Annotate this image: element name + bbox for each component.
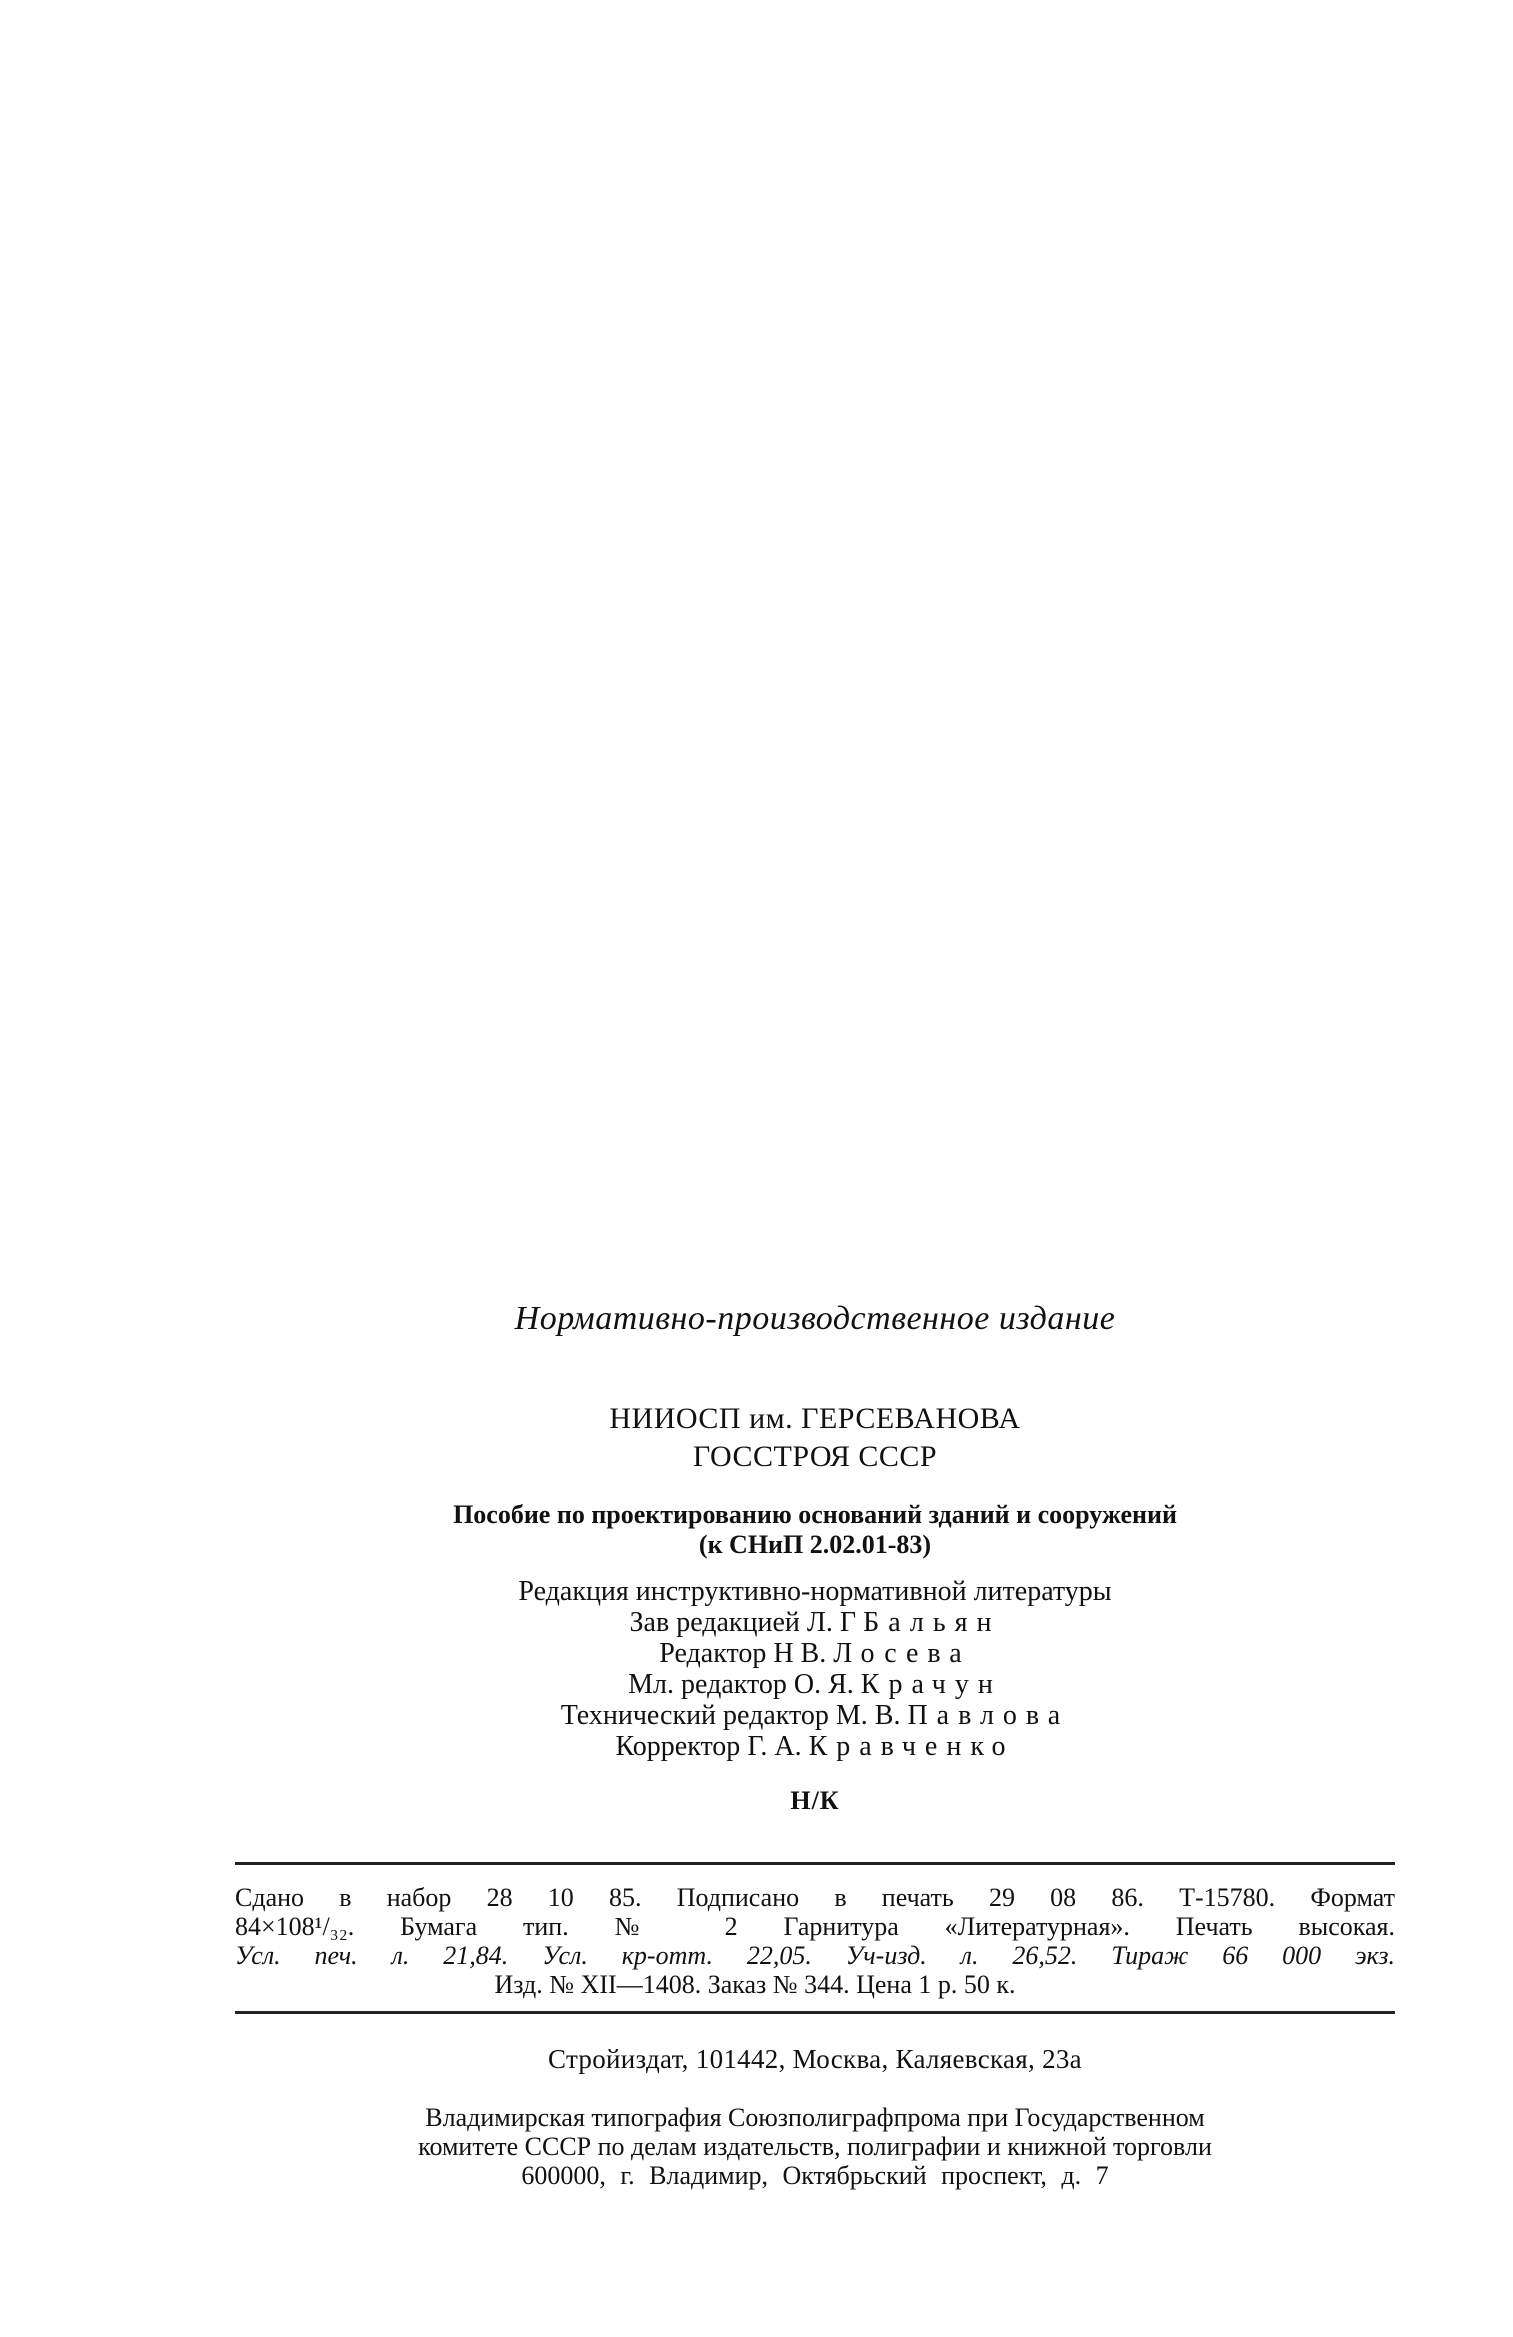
book-title-line-1: Пособие по проектированию оснований зданий и сооружений — [453, 1500, 1177, 1529]
credit-role: Редактор — [659, 1638, 767, 1669]
credit-surname: Павлова — [907, 1700, 1070, 1731]
book-title-line-2: (к СНиП 2.02.01-83) — [698, 1530, 932, 1559]
organization-line-1: НИИОСП им. ГЕРСЕВАНОВА — [609, 1402, 1021, 1435]
publisher: Стройиздат, 101442, Москва, Каляевская, 23а — [548, 2044, 1082, 2074]
credit-initials: Г. А. — [747, 1731, 802, 1762]
credit-initials: М. В. — [835, 1700, 901, 1731]
credit-editor — [235, 1638, 1395, 1669]
colophon — [235, 1300, 1395, 2190]
credit-technical-editor — [235, 1700, 1395, 1731]
printer — [235, 2103, 1395, 2190]
book-title — [235, 1500, 1395, 1560]
print-details-line-4: Изд. № XII—1408. Заказ № 344. Цена 1 р. 50 к. — [494, 1970, 1016, 1999]
credit-initials: О. Я. — [793, 1669, 854, 1700]
print-details-line-3: Усл. печ. л. 21,84. Усл. кр-отт. 22,05. Уч-изд. л. 26,52. Тираж 66 000 экз. — [235, 1941, 1395, 1970]
printer-line-2: комитете СССР по делам издательств, полиграфии и книжной торговли — [418, 2132, 1212, 2161]
printer-line-3: 600000, г. Владимир, Октябрьский проспект, д. 7 — [521, 2161, 1109, 2190]
print-details — [235, 1883, 1395, 1999]
credit-proofreader — [235, 1731, 1395, 1762]
bottom-divider — [235, 2011, 1395, 2014]
credit-role: Корректор — [615, 1731, 741, 1762]
credit-role: Технический редактор — [560, 1700, 829, 1731]
credit-surname: Лосева — [833, 1638, 971, 1669]
credit-junior-editor — [235, 1669, 1395, 1700]
print-details-line-1: Сдано в набор 28 10 85. Подписано в печать 29 08 86. Т-15780. Формат — [235, 1883, 1395, 1912]
editorial-office: Редакция инструктивно-нормативной литературы — [518, 1576, 1112, 1607]
credit-initials: Н В. — [773, 1638, 827, 1669]
credits — [235, 1576, 1395, 1762]
print-details-line-2: 84×108¹/₃₂. Бумага тип. № 2 Гарнитура «Литературная». Печать высокая. — [235, 1912, 1395, 1941]
credit-role: Зав редакцией — [629, 1607, 800, 1638]
credit-role: Мл. редактор — [628, 1669, 787, 1700]
credit-head-editor — [235, 1607, 1395, 1638]
classification-mark: Н/К — [790, 1786, 840, 1815]
credit-surname: Кравченко — [808, 1731, 1015, 1762]
credit-surname: Бальян — [863, 1607, 1001, 1638]
organization-line-2: ГОССТРОЯ СССР — [692, 1440, 938, 1473]
credit-initials: Л. Г — [806, 1607, 857, 1638]
organization — [235, 1400, 1395, 1476]
top-divider — [235, 1862, 1395, 1865]
credit-surname: Крачун — [860, 1669, 1002, 1700]
edition-type: Нормативно-производственное издание — [514, 1300, 1116, 1337]
printer-line-1: Владимирская типография Союзполиграфпрома при Государственном — [425, 2103, 1205, 2132]
